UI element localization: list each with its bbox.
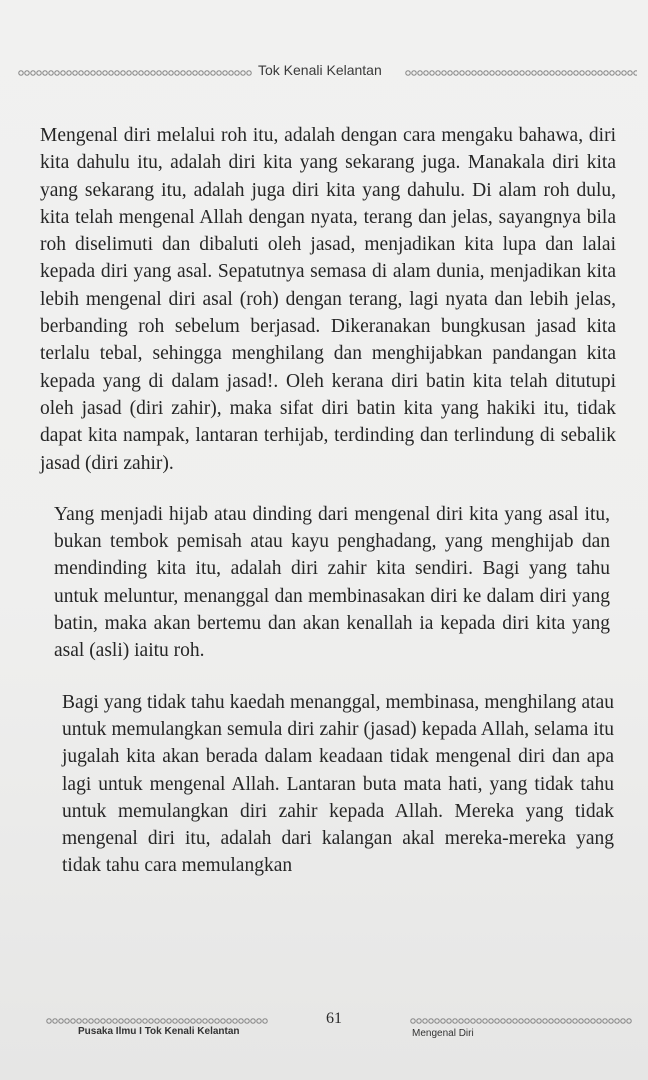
footer-book-title: Pusaka Ilmu I Tok Kenali Kelantan xyxy=(78,1026,240,1037)
paragraph-2: Yang menjadi hijab atau dinding dari mengenal diri kita yang asal itu, bukan tembok pemisah atau kayu penghadang, yang menghijab dan mendinding kita itu, adalah diri zahir kita sendiri. Bagi yang tahu untuk meluntur, menanggal dan membinasakan diri ke dalam diri yang batin, maka akan bertemu dan akan kenallah ia kepada diri kita yang asal (asli) iaitu roh. xyxy=(54,503,610,662)
running-footer xyxy=(0,1008,648,1048)
page-number: 61 xyxy=(326,1010,342,1027)
paragraph-1: Mengenal diri melalui roh itu, adalah dengan cara mengaku bahawa, diri kita dahulu itu, adalah diri kita yang sekarang juga. Manakala diri kita yang sekarang itu, adalah juga diri kita yang dahulu. Di alam roh dulu, kita telah mengenal Allah dengan nyata, terang dan jelas, sayangnya bila roh diselimuti dan dibaluti oleh jasad, menjadikan kita lupa dan lalai kepada diri yang asal. Sepatutnya semasa di alam dunia, menjadikan kita lebih mengenal diri asal (roh) dengan terang, lagi nyata dan lebih jelas, berbanding roh sebelum berjasad. Dikeranakan bungkusan jasad kita terlalu tebal, sehingga menghilang dan menghijabkan pandangan kita kepada yang di dalam jasad!. Oleh kerana diri batin kita telah ditutupi oleh jasad (diri zahir), maka sifat diri batin kita yang hakiki itu, tidak dapat kita nampak, lantaran terhijab, terdinding dan terlindung di sebalik jasad (diri zahir). xyxy=(40,125,616,474)
footer-chapter-title: Mengenal Diri xyxy=(412,1028,474,1039)
header-ornament-right xyxy=(405,70,637,76)
footer-ornament-right xyxy=(410,1018,632,1024)
running-header xyxy=(0,62,648,86)
footer-ornament-left xyxy=(46,1018,268,1024)
header-title: Tok Kenali Kelantan xyxy=(258,62,382,78)
header-ornament-left xyxy=(18,70,252,76)
body-text xyxy=(40,122,616,880)
paragraph-3: Bagi yang tidak tahu kaedah menanggal, membinasa, menghilang atau untuk memulangkan semula diri zahir (jasad) kepada Allah, selama itu jugalah kita akan berada dalam keadaan tidak mengenal diri dan apa lagi untuk mengenal Allah. Lantaran buta mata hati, yang tidak tahu untuk memulangkan diri zahir kepada Allah. Mereka yang tidak mengenal diri itu, adalah dari kalangan akal mereka-mereka yang tidak tahu cara memulangkan xyxy=(62,691,614,877)
